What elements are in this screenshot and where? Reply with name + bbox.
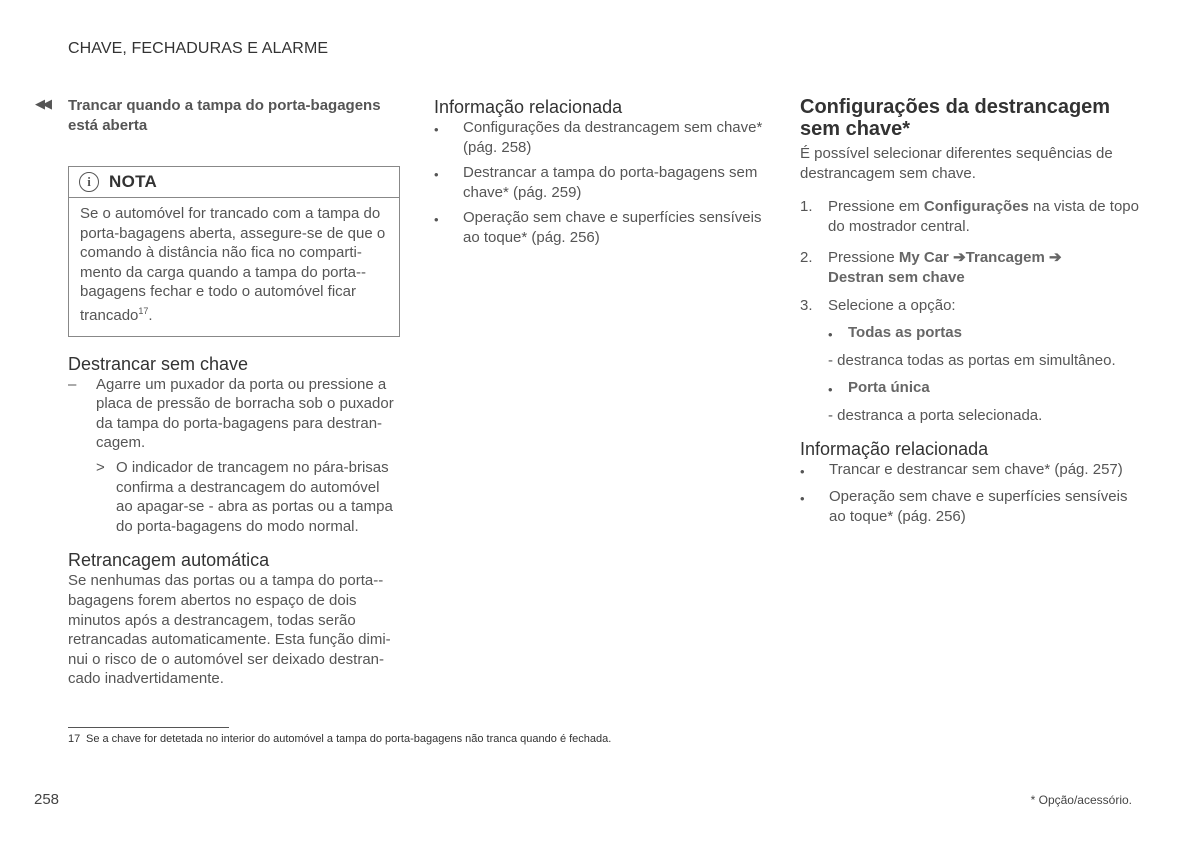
related-link[interactable]: Operação sem chave e superfícies sensíveis ao toque* (pág. 256) (463, 209, 762, 246)
related-heading: Informação relacionada (434, 97, 623, 117)
bullet: • (800, 491, 805, 507)
step-text (828, 248, 1062, 287)
related-link[interactable]: Trancar e destrancar sem chave* (pág. 257) (829, 460, 1123, 478)
dash-marker: – (68, 375, 77, 393)
bullet: • (434, 212, 439, 228)
column-right (800, 96, 1140, 526)
relock-heading: Retrancagem automática (68, 550, 270, 571)
step-number: 2. (800, 249, 813, 267)
ui-label-my-car: My Car (898, 249, 949, 267)
footnote-ref[interactable]: 17 (138, 305, 149, 316)
step-text-post: na vista de topo do mostrador central. (828, 198, 1139, 235)
option-accessory-note: * Opção/acessório. (1030, 793, 1132, 807)
list-item[interactable] (800, 487, 1140, 526)
bullet: • (800, 463, 805, 479)
step-number: 1. (800, 198, 813, 216)
related-link[interactable]: Destrancar a tampa do porta-bagagens sem chave* (pág. 259) (463, 164, 758, 201)
section-title: Configurações da destrancagem sem chave* (800, 96, 1111, 140)
note-end: . (148, 306, 153, 324)
unlock-result (96, 458, 400, 536)
option-label: Porta única (848, 379, 930, 397)
note-body (69, 198, 399, 336)
step-text-pre: Pressione em (828, 198, 924, 216)
option-item (828, 323, 1140, 345)
arrow-right-icon: ➔ (953, 249, 966, 267)
related-link[interactable]: Configurações da destrancagem sem chave* (pág. 258) (463, 119, 763, 156)
footnote-number: 17 (68, 733, 81, 745)
note-text: Se o automóvel for trancado com a tampa do porta-bagagens aberta, assegure-se de que o comando à distância não fica no comparti-mento da carga quando a tampa do porta--bagagens fechar e todo o automóvel ficar trancado (80, 205, 386, 324)
ui-label-configuracoes: Configurações (923, 198, 1029, 216)
continued-section-title: Trancar quando a tampa do porta-bagagens está aberta (68, 97, 381, 134)
arrow-right-icon: ➔ (1049, 249, 1062, 267)
step-text: Selecione a opção: (828, 296, 956, 314)
note-header (69, 167, 399, 198)
result-marker: > (96, 458, 105, 476)
option-description: - destranca a porta selecionada. (828, 406, 1043, 424)
list-item[interactable] (434, 163, 774, 202)
unlock-step (68, 375, 400, 453)
step-2 (800, 248, 1140, 287)
double-left-arrow-icon[interactable]: ◀◀ (35, 96, 49, 111)
related-link[interactable]: Operação sem chave e superfícies sensíveis ao toque* (pág. 256) (829, 488, 1128, 525)
step-3 (800, 296, 1140, 316)
ui-label-destran-sem-chave: Destran sem chave (828, 268, 965, 286)
column-middle (434, 96, 774, 248)
step-text (828, 197, 1140, 236)
column-left (35, 96, 400, 689)
option-label: Todas as portas (848, 324, 962, 342)
option-item (828, 378, 1140, 400)
note-box (68, 166, 400, 337)
unlock-step-text: Agarre um puxador da porta ou pressione a placa de pressão de borracha sob o puxador da tampa do porta-bagagens para destran-cagem. (96, 375, 394, 452)
step-1 (800, 197, 1140, 236)
footnote-text: Se a chave for detetada no interior do automóvel a tampa do porta-bagagens não tranca quando é fechada. (86, 733, 612, 745)
page-number: 258 (34, 791, 60, 808)
footnote (68, 733, 611, 745)
list-item[interactable] (434, 118, 774, 157)
bullet: • (828, 382, 833, 398)
footnote-divider (68, 727, 229, 728)
unlock-heading: Destrancar sem chave (68, 353, 249, 374)
chapter-header: CHAVE, FECHADURAS E ALARME (68, 40, 329, 57)
bullet: • (434, 167, 439, 183)
list-item[interactable] (800, 460, 1140, 482)
ui-label-trancagem: Trancagem (965, 249, 1045, 267)
info-circle-icon: i (79, 172, 99, 192)
relock-text: Se nenhumas das portas ou a tampa do porta--bagagens forem abertos no espaço de dois minutos após a destrancagem, todas serão retrancadas automaticamente. Esta função dimi-nui o risco de o automóvel ser deixado destran-cado inadvertidamente. (68, 572, 391, 688)
option-description: - destranca todas as portas em simultâneo. (828, 351, 1116, 369)
section-intro: É possível selecionar diferentes sequências de destrancagem sem chave. (800, 145, 1113, 182)
related-heading: Informação relacionada (800, 438, 989, 459)
step-text-pre: Pressione (828, 249, 899, 267)
unlock-result-text: O indicador de trancagem no pára-brisas confirma a destrancagem do automóvel ao apagar-se - abra as portas ou a tampa do porta-bagagens do modo normal. (116, 458, 393, 535)
bullet: • (828, 327, 833, 343)
step-number: 3. (800, 296, 813, 314)
bullet: • (434, 122, 439, 137)
note-title: NOTA (109, 172, 158, 191)
list-item[interactable] (434, 208, 774, 247)
